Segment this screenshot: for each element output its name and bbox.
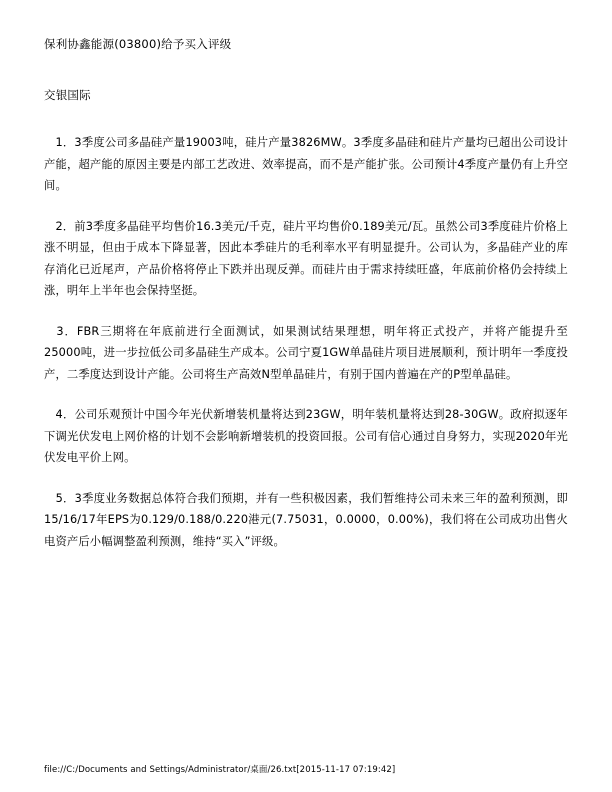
body-paragraph-4: 4．公司乐观预计中国今年光伏新增装机量将达到23GW，明年装机量将达到28-30GW。政府拟逐年下调光伏发电上网价格的计划不会影响新增装机的投资回报。公司有信心通过自身努力，实现2020年光伏发电平价上网。 [44,408,568,464]
body-paragraph-3: 3．FBR三期将在年底前进行全面测试，如果测试结果理想，明年将正式投产，并将产能提升至25000吨，进一步拉低公司多晶硅生产成本。公司宁夏1GW单晶硅片项目进展顺利，预计明年一季度投产，二季度达到设计产能。公司将生产高效N型单晶硅片，有别于国内普遍在产的P型单晶硅。 [44,324,568,381]
file-path-footer: file://C:/Documents and Settings/Administrator/桌面/26.txt[2015-11-17 07:19:42] [44,765,396,775]
source-name: 交银国际 [44,88,91,102]
body-paragraph-5: 5．3季度业务数据总体符合我们预期，并有一些积极因素，我们暂维持公司未来三年的盈利预测，即15/16/17年EPS为0.129/0.188/0.220港元(7.75031，0.0000，0.00%)，我们将在公司成功出售火电资产后小幅调整盈利预测，维持“买入”评级。 [44,491,568,548]
body-paragraph-2: 2．前3季度多晶硅平均售价16.3美元/千克，硅片平均售价0.189美元/瓦。虽然公司3季度硅片价格上涨不明显，但由于成本下降显著，因此本季硅片的毛利率水平有明显提升。公司认为，多晶硅产业的库存消化已近尾声，产品价格将停止下跌并出现反弹。而硅片由于需求持续旺盛，年底前价格仍会持续上涨，明年上半年也会保持坚挺。 [44,219,568,297]
page-title: 保利协鑫能源(03800)给予买入评级 [44,37,232,51]
body-paragraph-1: 1．3季度公司多晶硅产量19003吨，硅片产量3826MW。3季度多晶硅和硅片产量均已超出公司设计产能，超产能的原因主要是内部工艺改进、效率提高，而不是产能扩张。公司预计4季度产量仍有上升空间。 [44,136,568,192]
